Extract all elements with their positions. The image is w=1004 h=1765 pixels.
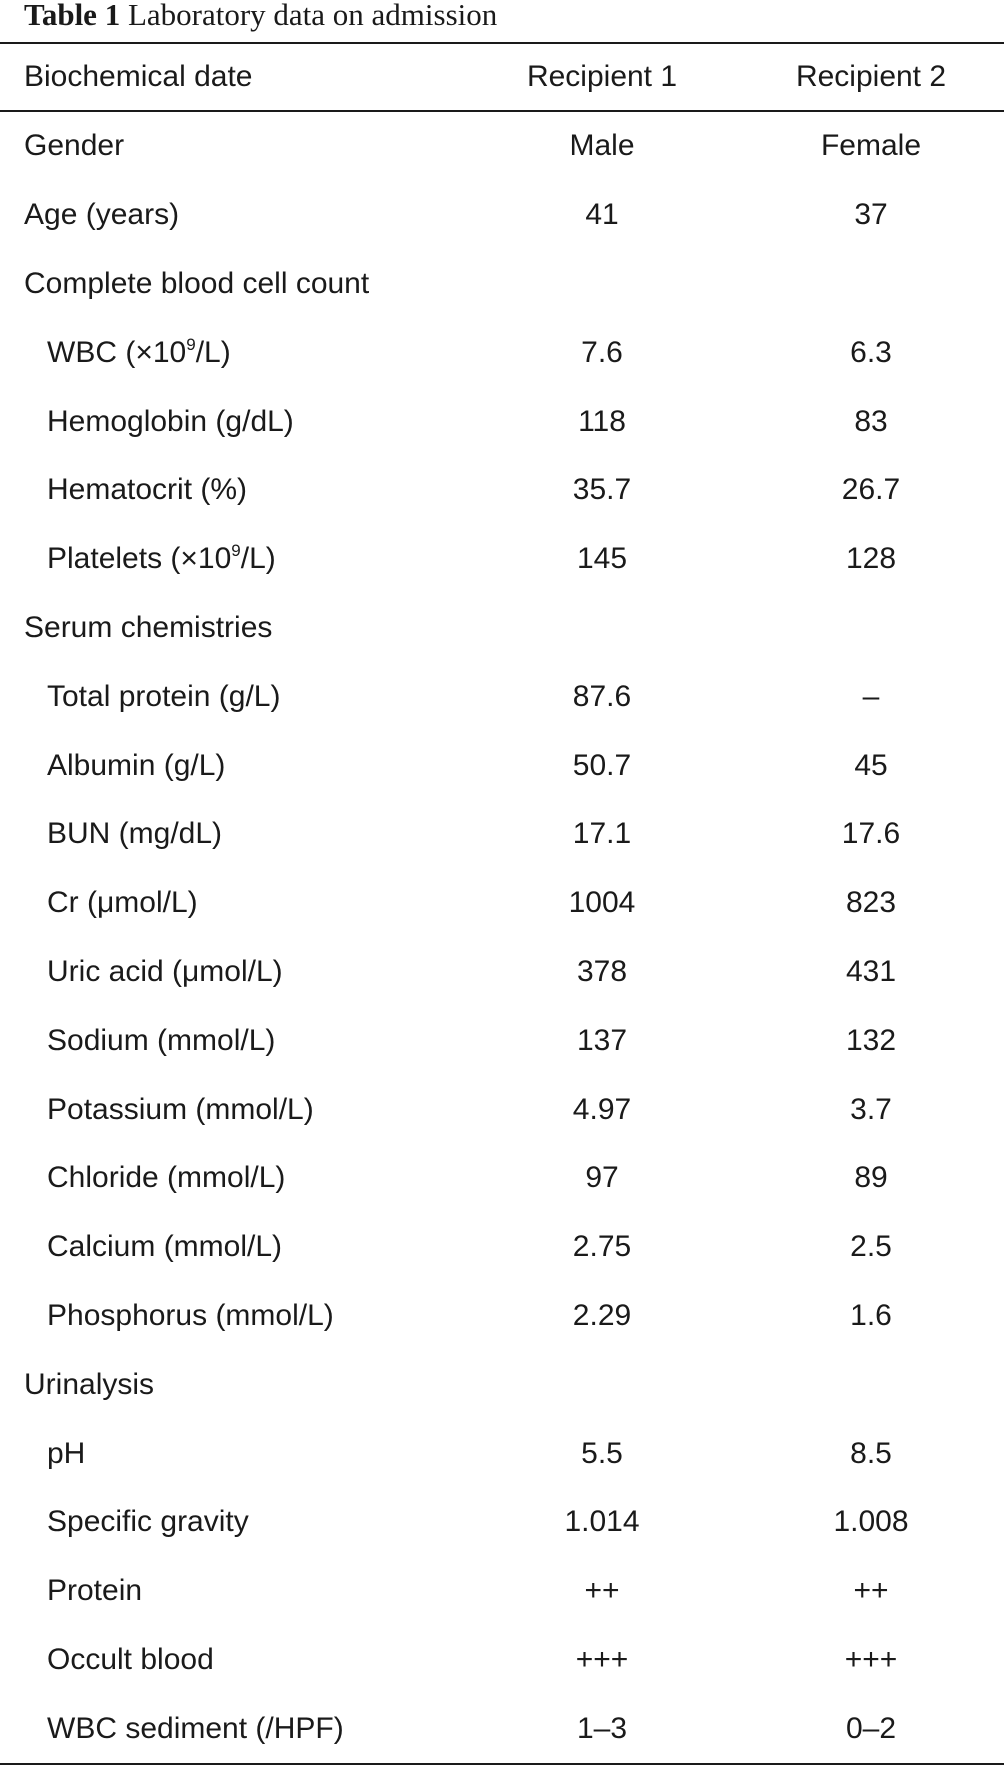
recipient-2-value: 17.6 <box>841 817 901 851</box>
recipient-2-value: 89 <box>854 1161 888 1195</box>
table-row-platelets <box>0 525 1004 594</box>
recipient-2-value: 1.008 <box>833 1505 909 1539</box>
table-caption-text: Laboratory data on admission <box>127 0 498 32</box>
table-row-hemoglobin <box>0 387 1004 456</box>
row-label: Albumin (g/L) <box>47 748 226 782</box>
table-row-calcium <box>0 1213 1004 1282</box>
row-label: Occult blood <box>47 1642 214 1676</box>
row-label-pre: WBC (×10 <box>47 335 187 369</box>
recipient-1-value: 50.7 <box>572 748 632 782</box>
table-row-sodium <box>0 1006 1004 1075</box>
table-caption-label: Table 1 <box>24 0 121 32</box>
row-label-post: /L) <box>240 542 276 576</box>
recipient-2-value: 45 <box>854 748 888 782</box>
recipient-2-value: 431 <box>845 954 897 988</box>
row-label: Gender <box>24 129 125 163</box>
row-label: Age (years) <box>24 198 180 232</box>
table-row-potassium <box>0 1075 1004 1144</box>
table-row-wbc <box>0 318 1004 387</box>
table-header-row <box>0 44 1004 110</box>
table-row-uric-acid <box>0 938 1004 1007</box>
recipient-2-value: 128 <box>845 542 897 576</box>
recipient-2-value: 823 <box>845 886 897 920</box>
recipient-2-value: Female <box>820 129 922 163</box>
recipient-1-value: 41 <box>585 198 619 232</box>
table-row-cr <box>0 869 1004 938</box>
table-row-bun <box>0 800 1004 869</box>
row-label <box>0 336 466 370</box>
row-label <box>0 542 466 576</box>
table-row-hematocrit <box>0 456 1004 525</box>
row-label: Potassium (mmol/L) <box>47 1092 314 1126</box>
row-label: Uric acid (μmol/L) <box>47 954 283 988</box>
section-label: Serum chemistries <box>24 610 273 644</box>
table-row-specific-gravity <box>0 1488 1004 1557</box>
recipient-2-value: 1.6 <box>850 1298 892 1332</box>
recipient-1-value: 87.6 <box>572 679 632 713</box>
table-row-chloride <box>0 1144 1004 1213</box>
recipient-2-value: 3.7 <box>850 1092 892 1126</box>
recipient-1-value: 137 <box>576 1023 628 1057</box>
row-label: WBC sediment (/HPF) <box>47 1711 344 1745</box>
section-row-serum <box>0 594 1004 663</box>
recipient-1-value: 1–3 <box>576 1711 628 1745</box>
recipient-1-value: 5.5 <box>581 1436 623 1470</box>
recipient-2-value: 26.7 <box>841 473 901 507</box>
row-label: Total protein (g/L) <box>47 679 281 713</box>
table-row-protein <box>0 1557 1004 1626</box>
recipient-1-value: 4.97 <box>572 1092 632 1126</box>
header-recipient-2: Recipient 2 <box>795 60 947 93</box>
recipient-2-value: 8.5 <box>850 1436 892 1470</box>
table-row-age <box>0 181 1004 250</box>
table-caption <box>24 0 497 40</box>
recipient-1-value: Male <box>569 129 635 163</box>
row-label-superscript: 9 <box>186 334 196 354</box>
header-recipient-1: Recipient 1 <box>526 60 678 93</box>
table-row-albumin <box>0 731 1004 800</box>
recipient-2-value: ++ <box>853 1574 889 1608</box>
row-label: Hemoglobin (g/dL) <box>47 404 294 438</box>
recipient-1-value: 118 <box>578 404 626 438</box>
recipient-1-value: +++ <box>575 1642 629 1676</box>
header-biochemical-date: Biochemical date <box>24 60 253 93</box>
row-label: Protein <box>47 1574 143 1608</box>
row-label: Cr (μmol/L) <box>47 886 198 920</box>
recipient-1-value: 97 <box>585 1161 619 1195</box>
table-row-occult-blood <box>0 1626 1004 1695</box>
recipient-2-value: – <box>862 679 880 713</box>
lab-data-table <box>0 42 1004 1765</box>
table-row-gender <box>0 112 1004 181</box>
section-row-urinalysis <box>0 1350 1004 1419</box>
row-label: Hematocrit (%) <box>47 473 248 507</box>
table-row-wbc-sediment <box>0 1694 1004 1763</box>
row-label-pre: Platelets (×10 <box>47 542 232 576</box>
row-label: BUN (mg/dL) <box>47 817 223 851</box>
recipient-2-value: +++ <box>844 1642 898 1676</box>
recipient-1-value: ++ <box>584 1574 620 1608</box>
recipient-1-value: 378 <box>576 954 628 988</box>
section-row-cbc <box>0 250 1004 319</box>
row-label: Specific gravity <box>47 1505 249 1539</box>
row-label: Sodium (mmol/L) <box>47 1023 276 1057</box>
table-row-ph <box>0 1419 1004 1488</box>
table-row-phosphorus <box>0 1282 1004 1351</box>
recipient-1-value: 2.29 <box>572 1298 632 1332</box>
recipient-2-value: 132 <box>845 1023 897 1057</box>
recipient-1-value: 17.1 <box>572 817 632 851</box>
recipient-2-value: 2.5 <box>850 1230 892 1264</box>
recipient-2-value: 0–2 <box>845 1711 897 1745</box>
row-label-post: /L) <box>195 335 231 369</box>
recipient-1-value: 35.7 <box>572 473 632 507</box>
row-label: Calcium (mmol/L) <box>47 1230 283 1264</box>
recipient-1-value: 1.014 <box>564 1505 640 1539</box>
recipient-1-value: 1004 <box>568 886 636 920</box>
recipient-1-value: 7.6 <box>581 335 623 369</box>
recipient-1-value: 145 <box>576 542 628 576</box>
row-label: Phosphorus (mmol/L) <box>47 1298 334 1332</box>
recipient-1-value: 2.75 <box>572 1230 632 1264</box>
row-label-superscript: 9 <box>231 541 241 561</box>
row-label: pH <box>47 1436 86 1470</box>
section-label: Complete blood cell count <box>24 266 370 300</box>
row-label: Chloride (mmol/L) <box>47 1161 286 1195</box>
recipient-2-value: 6.3 <box>850 335 892 369</box>
recipient-2-value: 83 <box>854 404 888 438</box>
table-row-total-protein <box>0 662 1004 731</box>
section-label: Urinalysis <box>24 1367 155 1401</box>
recipient-2-value: 37 <box>854 198 888 232</box>
